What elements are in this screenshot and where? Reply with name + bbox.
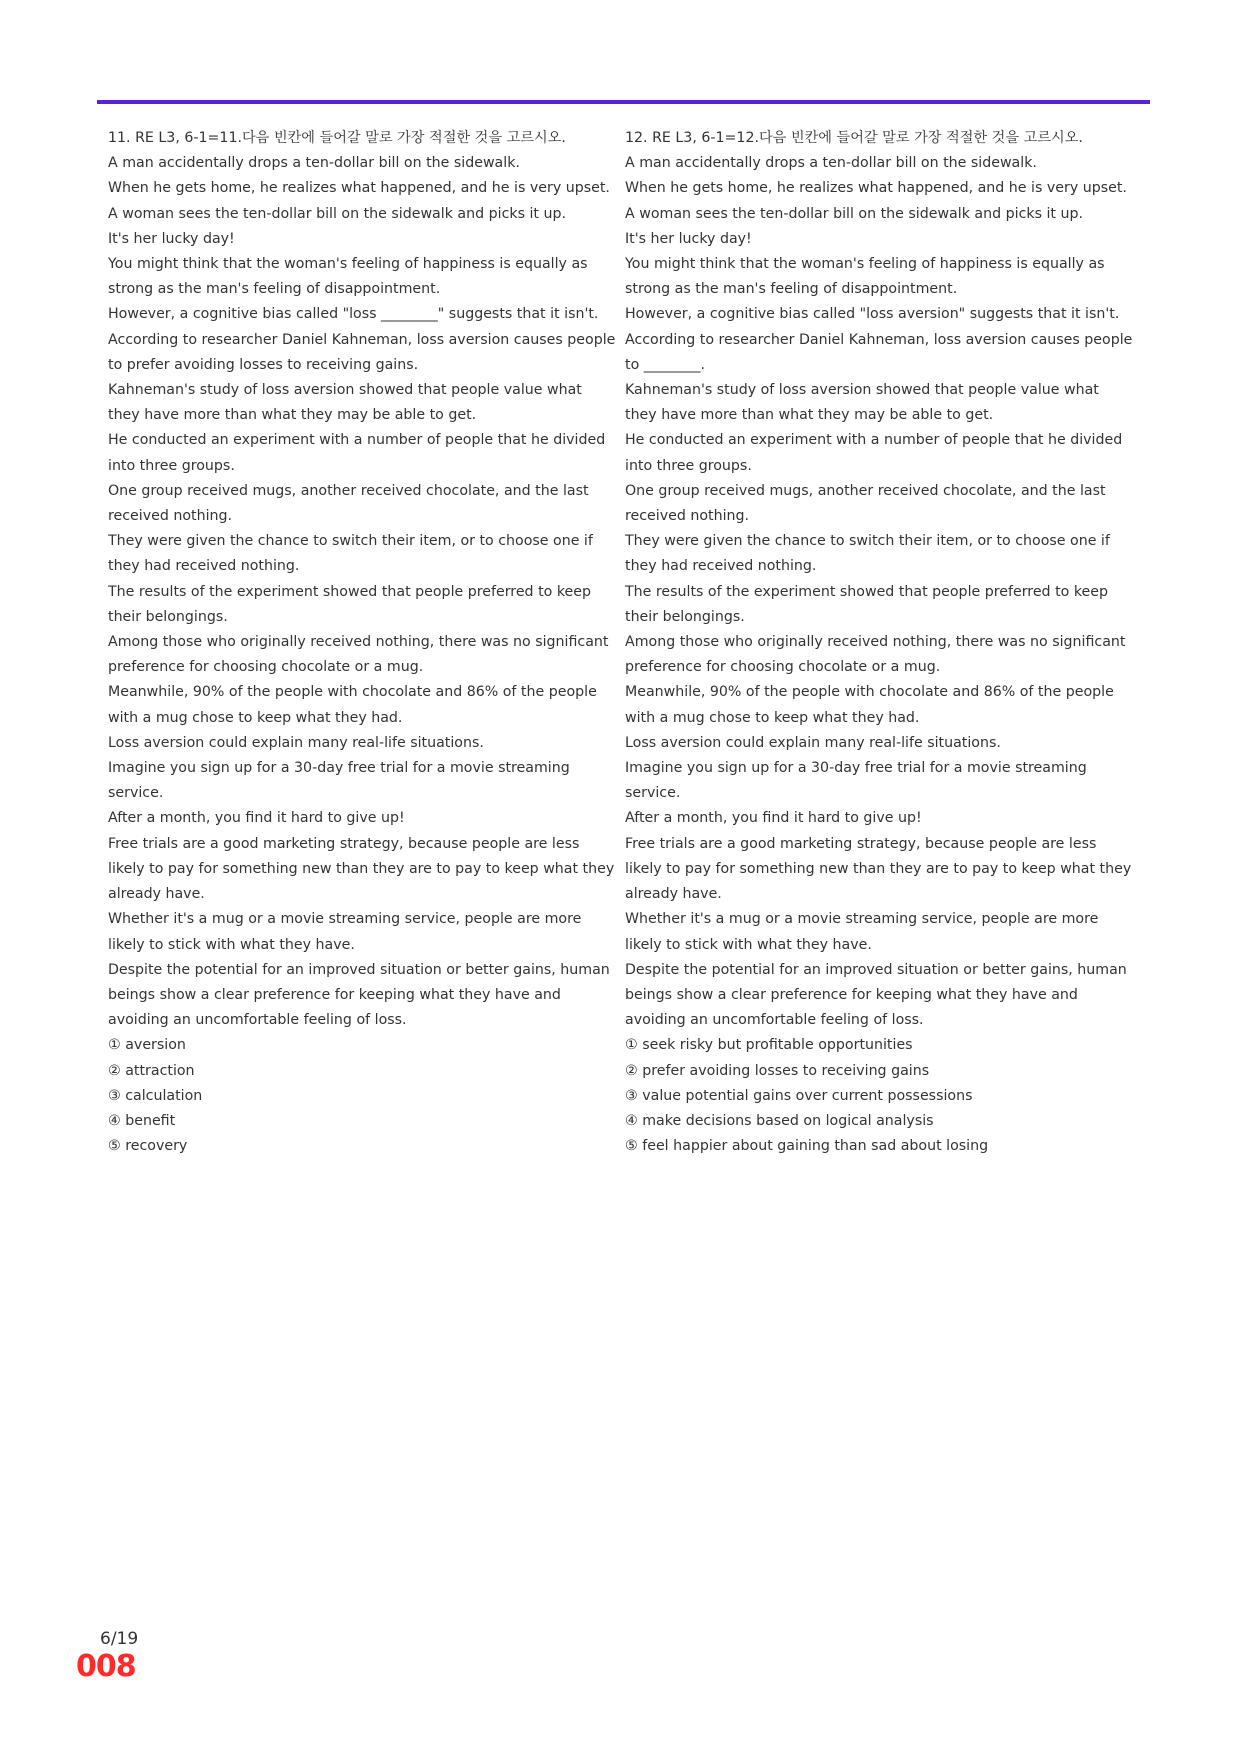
passage-sentence: Despite the potential for an improved situation or better gains, human beings show a clear preference for keeping what they have and avoiding an uncomfortable feeling of loss. [108, 961, 610, 1029]
passage-sentence: He conducted an experiment with a number of people that he divided into three groups. [625, 432, 1123, 474]
question-12-heading: 12. RE L3, 6-1=12.다음 빈칸에 들어갈 말로 가장 적절한 것을 고르시오. [625, 130, 1083, 146]
question-12-choices [625, 1033, 1135, 1159]
question-11-heading: 11. RE L3, 6-1=11.다음 빈칸에 들어갈 말로 가장 적절한 것을 고르시오. [108, 130, 566, 146]
page-number: 6/19 [100, 1629, 139, 1649]
passage-sentence: Kahneman's study of loss aversion showed that people value what they have more than what they may be able to get. [625, 382, 1099, 424]
passage-sentence: Free trials are a good marketing strategy, because people are less likely to pay for something new than they are to pay to keep what they already have. [108, 835, 615, 903]
answer-choice-2[interactable]: ② prefer avoiding losses to receiving gains [625, 1062, 930, 1079]
passage-sentence-with-blank: According to researcher Daniel Kahneman, loss aversion causes people to ________. [625, 331, 1133, 373]
question-11-choices [108, 1033, 618, 1159]
passage-sentence: Among those who originally received nothing, there was no significant preference for choosing chocolate or a mug. [625, 634, 1126, 676]
passage-sentence: A woman sees the ten-dollar bill on the sidewalk and picks it up. [625, 205, 1084, 222]
passage-sentence: According to researcher Daniel Kahneman, loss aversion causes people to prefer avoiding losses to receiving gains. [108, 331, 616, 373]
passage-sentence: You might think that the woman's feeling of happiness is equally as strong as the man's feeling of disappointment. [625, 256, 1105, 298]
question-11-passage [108, 151, 618, 1033]
passage-sentence: Free trials are a good marketing strategy, because people are less likely to pay for something new than they are to pay to keep what they already have. [625, 835, 1132, 903]
page-code: 008 [76, 1649, 136, 1684]
passage-sentence: Despite the potential for an improved situation or better gains, human beings show a clear preference for keeping what they have and avoiding an uncomfortable feeling of loss. [625, 961, 1127, 1029]
passage-sentence: Imagine you sign up for a 30-day free trial for a movie streaming service. [108, 760, 570, 802]
passage-sentence: Loss aversion could explain many real-life situations. [625, 734, 1001, 751]
passage-sentence: However, a cognitive bias called "loss aversion" suggests that it isn't. [625, 306, 1120, 323]
passage-sentence: A man accidentally drops a ten-dollar bill on the sidewalk. [108, 155, 520, 172]
passage-sentence: When he gets home, he realizes what happened, and he is very upset. [108, 180, 610, 197]
passage-sentence: When he gets home, he realizes what happened, and he is very upset. [625, 180, 1127, 197]
answer-choice-5[interactable]: ⑤ recovery [108, 1138, 188, 1155]
answer-choice-4[interactable]: ④ make decisions based on logical analysis [625, 1112, 934, 1129]
question-12-column [625, 126, 1135, 1159]
passage-sentence: Loss aversion could explain many real-life situations. [108, 734, 484, 751]
passage-sentence: Imagine you sign up for a 30-day free trial for a movie streaming service. [625, 760, 1087, 802]
passage-sentence: It's her lucky day! [108, 230, 235, 247]
passage-sentence: They were given the chance to switch their item, or to choose one if they had received nothing. [625, 533, 1110, 575]
question-12-passage [625, 151, 1135, 1033]
question-11-column [108, 126, 618, 1159]
answer-choice-1[interactable]: ① aversion [108, 1037, 186, 1054]
answer-choice-2[interactable]: ② attraction [108, 1062, 195, 1079]
passage-sentence: A woman sees the ten-dollar bill on the sidewalk and picks it up. [108, 205, 567, 222]
passage-sentence: After a month, you find it hard to give up! [108, 810, 405, 827]
passage-sentence: He conducted an experiment with a number of people that he divided into three groups. [108, 432, 606, 474]
passage-sentence: It's her lucky day! [625, 230, 752, 247]
passage-sentence: One group received mugs, another received chocolate, and the last received nothing. [108, 482, 589, 525]
passage-sentence: One group received mugs, another received chocolate, and the last received nothing. [625, 482, 1106, 525]
passage-sentence: Whether it's a mug or a movie streaming service, people are more likely to stick with what they have. [108, 911, 582, 953]
passage-sentence: They were given the chance to switch their item, or to choose one if they had received nothing. [108, 533, 593, 575]
passage-sentence: Among those who originally received nothing, there was no significant preference for choosing chocolate or a mug. [108, 634, 609, 676]
passage-sentence: Whether it's a mug or a movie streaming service, people are more likely to stick with what they have. [625, 911, 1099, 953]
answer-choice-3[interactable]: ③ value potential gains over current possessions [625, 1087, 973, 1104]
passage-sentence: Kahneman's study of loss aversion showed that people value what they have more than what they may be able to get. [108, 382, 582, 424]
passage-sentence: The results of the experiment showed that people preferred to keep their belongings. [625, 583, 1108, 625]
passage-sentence-with-blank: However, a cognitive bias called "loss ________" suggests that it isn't. [108, 306, 599, 323]
passage-sentence: The results of the experiment showed that people preferred to keep their belongings. [108, 583, 591, 625]
passage-sentence: Meanwhile, 90% of the people with chocolate and 86% of the people with a mug chose to keep what they had. [108, 684, 597, 726]
answer-choice-3[interactable]: ③ calculation [108, 1087, 203, 1104]
passage-sentence: You might think that the woman's feeling of happiness is equally as strong as the man's feeling of disappointment. [108, 256, 588, 298]
top-accent-rule [97, 100, 1150, 104]
answer-choice-1[interactable]: ① seek risky but profitable opportunities [625, 1037, 913, 1054]
answer-choice-5[interactable]: ⑤ feel happier about gaining than sad about losing [625, 1138, 989, 1155]
answer-choice-4[interactable]: ④ benefit [108, 1112, 176, 1129]
passage-sentence: After a month, you find it hard to give up! [625, 810, 922, 827]
passage-sentence: Meanwhile, 90% of the people with chocolate and 86% of the people with a mug chose to keep what they had. [625, 684, 1114, 726]
passage-sentence: A man accidentally drops a ten-dollar bill on the sidewalk. [625, 155, 1037, 172]
